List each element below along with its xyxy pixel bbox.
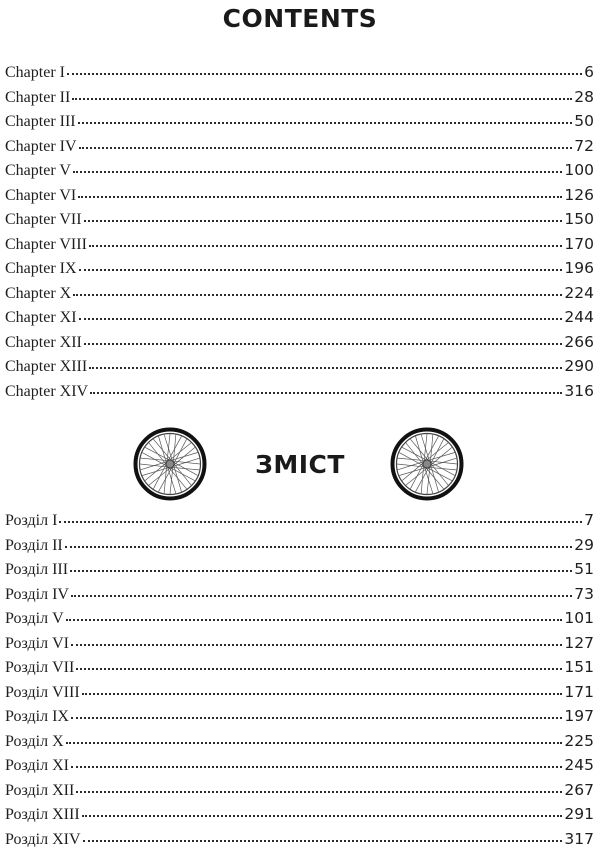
toc-entry-page: 267 [564,780,594,799]
dot-leader [79,269,563,271]
dot-leader [76,668,562,670]
toc-entry-label: Chapter I [5,64,65,81]
toc-entry-label: Chapter XI [5,309,77,326]
toc-entry-label: Chapter VI [5,186,77,204]
toc-entry[interactable] [5,112,594,137]
contents-list [5,63,594,406]
dot-leader [78,196,562,198]
toc-entry-page: 317 [564,829,594,848]
toc-entry[interactable] [5,88,594,113]
toc-entry-label: Chapter XIV [5,382,89,400]
toc-entry-label: Розділ VII [5,659,75,676]
toc-entry-page: 7 [584,511,594,529]
toc-entry[interactable] [5,382,594,407]
toc-entry[interactable] [5,830,594,855]
dot-leader [59,521,582,523]
toc-entry-page: 151 [564,658,594,676]
toc-entry-label: Розділ XI [5,757,69,774]
toc-entry-page: 6 [584,63,594,81]
toc-entry-page: 266 [564,332,594,351]
toc-entry-page: 150 [564,210,594,228]
toc-entry[interactable] [5,63,594,88]
toc-entry-label: Chapter VII [5,211,82,228]
toc-entry-label: Chapter IV [5,137,77,155]
toc-entry-page: 28 [574,87,594,106]
toc-entry[interactable] [5,658,594,683]
toc-entry-label: Chapter V [5,162,71,179]
dot-leader [73,294,562,296]
dot-leader [83,840,563,842]
dot-leader [84,220,563,222]
toc-entry[interactable] [5,235,594,260]
toc-entry-page: 100 [564,161,594,179]
toc-entry-page: 29 [574,535,594,554]
zmist-list [5,511,594,854]
dot-leader [79,318,563,320]
dot-leader [65,546,573,548]
toc-entry-page: 196 [564,259,594,277]
toc-entry-page: 244 [564,308,594,326]
toc-entry-label: Chapter IX [5,260,77,277]
toc-entry-page: 225 [564,731,594,750]
toc-entry[interactable] [5,333,594,358]
dot-leader [67,73,582,75]
toc-entry-label: Chapter III [5,113,76,130]
dot-leader [70,570,572,572]
dot-leader [82,815,563,817]
toc-entry-page: 126 [564,185,594,204]
toc-entry-label: Chapter XIII [5,358,88,375]
dot-leader [71,595,572,597]
toc-entry-page: 197 [564,707,594,725]
dot-leader [79,147,573,149]
toc-entry[interactable] [5,585,594,610]
toc-entry[interactable] [5,634,594,659]
dot-leader [71,766,562,768]
toc-entry-label: Розділ XIV [5,830,81,848]
bicycle-wheel-icon [390,427,464,501]
toc-entry-label: Розділ IX [5,708,69,725]
dot-leader [90,392,562,394]
toc-entry[interactable] [5,560,594,585]
toc-entry-label: Chapter VIII [5,235,87,253]
dot-leader [73,171,562,173]
dot-leader [71,717,562,719]
toc-entry[interactable] [5,781,594,806]
dot-leader [66,742,563,744]
toc-entry-label: Розділ III [5,561,69,578]
toc-entry-page: 290 [564,357,594,375]
toc-entry[interactable] [5,210,594,235]
toc-entry-page: 316 [564,381,594,400]
toc-entry[interactable] [5,284,594,309]
toc-entry-label: Розділ X [5,732,64,750]
toc-entry-page: 101 [564,609,594,627]
toc-entry-label: Chapter XII [5,333,82,351]
toc-entry[interactable] [5,511,594,536]
toc-entry-label: Розділ V [5,610,64,627]
toc-entry-label: Розділ XII [5,781,75,799]
toc-entry[interactable] [5,308,594,333]
toc-entry-page: 51 [574,560,594,578]
toc-entry-page: 171 [564,682,594,701]
toc-entry[interactable] [5,536,594,561]
dot-leader [72,98,572,100]
toc-entry[interactable] [5,137,594,162]
toc-entry[interactable] [5,357,594,382]
dot-leader [82,693,563,695]
toc-entry-page: 127 [564,633,594,652]
toc-entry-page: 291 [564,805,594,823]
dot-leader [76,791,562,793]
toc-entry-label: Розділ II [5,536,63,554]
toc-entry-page: 50 [574,112,594,130]
dot-leader [78,122,573,124]
toc-entry[interactable] [5,161,594,186]
toc-entry-page: 72 [574,136,594,155]
toc-entry-label: Chapter II [5,88,71,106]
dot-leader [89,367,562,369]
dot-leader [84,343,563,345]
toc-entry-label: Розділ IV [5,585,69,603]
toc-entry-label: Розділ XIII [5,806,80,823]
contents-heading: CONTENTS [222,4,378,33]
toc-entry[interactable] [5,805,594,830]
zmist-heading: ЗМІСТ [255,450,345,479]
toc-entry-page: 170 [564,234,594,253]
toc-entry-page: 73 [574,584,594,603]
toc-entry-page: 245 [564,756,594,774]
toc-entry[interactable] [5,732,594,757]
toc-entry-label: Розділ I [5,512,58,529]
toc-entry[interactable] [5,259,594,284]
dot-leader [89,245,563,247]
toc-entry[interactable] [5,683,594,708]
dot-leader [66,619,563,621]
toc-entry-label: Chapter X [5,284,72,302]
toc-entry[interactable] [5,756,594,781]
dot-leader [71,644,562,646]
toc-entry[interactable] [5,609,594,634]
toc-entry-page: 224 [564,283,594,302]
toc-entry-label: Розділ VIII [5,683,80,701]
toc-entry[interactable] [5,707,594,732]
toc-entry[interactable] [5,186,594,211]
toc-entry-label: Розділ VI [5,634,69,652]
